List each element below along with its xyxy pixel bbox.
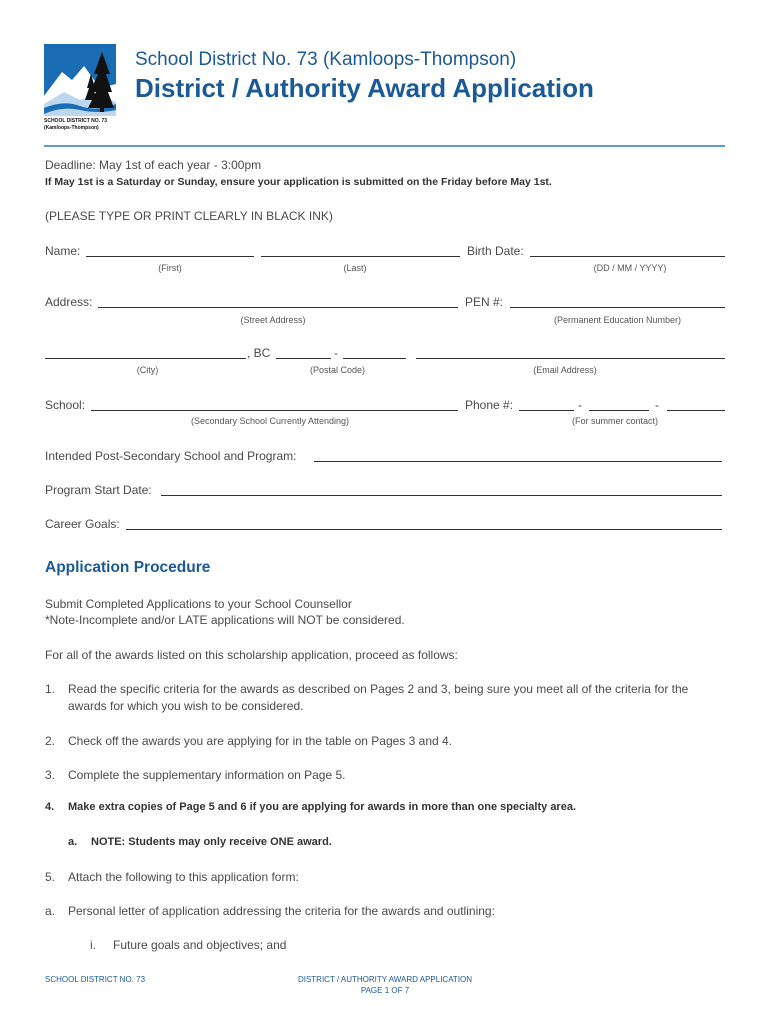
- phone-dash-1: -: [578, 398, 582, 412]
- deadline-note: If May 1st is a Saturday or Sunday, ensure your application is submitted on the Friday before May 1st.: [45, 176, 552, 188]
- first-name-field[interactable]: [86, 256, 254, 257]
- birth-date-field[interactable]: [530, 256, 725, 257]
- program-start-field[interactable]: [161, 495, 722, 496]
- postal-code-field-2[interactable]: [343, 358, 406, 359]
- print-instructions: (PLEASE TYPE OR PRINT CLEARLY IN BLACK INK): [45, 209, 333, 223]
- step-text-continued: awards for which you wish to be considered.: [68, 699, 304, 713]
- name-label: Name:: [45, 244, 81, 258]
- phone-label: Phone #:: [465, 398, 514, 412]
- page-number: PAGE 1 OF 7: [360, 986, 410, 995]
- step-text: Attach the following to this application form:: [68, 870, 299, 884]
- sub-step-letter: a.: [45, 904, 56, 918]
- intended-program-field[interactable]: [314, 461, 722, 462]
- career-goals-field[interactable]: [126, 529, 722, 530]
- one-award-note: NOTE: Students may only receive ONE award.: [91, 836, 332, 848]
- footer-title: DISTRICT / AUTHORITY AWARD APPLICATION: [297, 975, 473, 984]
- address-label: Address:: [45, 295, 93, 309]
- mountain-tree-icon: [44, 44, 116, 116]
- school-label: School:: [45, 398, 86, 412]
- pen-field[interactable]: [510, 307, 725, 308]
- step-number: 4.: [45, 801, 55, 813]
- province-label: , BC: [247, 346, 271, 360]
- step-text: Future goals and objectives; and: [113, 938, 287, 952]
- first-hint: (First): [158, 263, 182, 273]
- step-text: Complete the supplementary information on Page 5.: [68, 768, 346, 782]
- city-hint: (City): [136, 365, 159, 375]
- intended-program-label: Intended Post-Secondary School and Program:: [45, 449, 297, 463]
- phone-area-field[interactable]: [519, 410, 574, 411]
- phone-hint: (For summer contact): [571, 416, 658, 426]
- school-hint: (Secondary School Currently Attending): [190, 416, 350, 426]
- procedure-intro: For all of the awards listed on this scholarship application, proceed as follows:: [45, 648, 458, 662]
- birth-date-label: Birth Date:: [467, 244, 524, 258]
- step-text: Check off the awards you are applying for in the table on Pages 3 and 4.: [68, 734, 453, 748]
- last-hint: (Last): [343, 263, 367, 273]
- birth-date-hint: (DD / MM / YYYY): [593, 263, 667, 273]
- step-number: 5.: [45, 870, 56, 884]
- step-number: 3.: [45, 768, 56, 782]
- postal-dash: -: [334, 346, 338, 360]
- pen-label: PEN #:: [465, 295, 504, 309]
- sub-step-letter: a.: [68, 836, 78, 848]
- procedure-heading: Application Procedure: [45, 559, 211, 576]
- page-title: District / Authority Award Application: [135, 73, 594, 103]
- step-number: 1.: [45, 682, 56, 696]
- email-field[interactable]: [416, 358, 725, 359]
- district-name: School District No. 73 (Kamloops-Thompson): [135, 49, 517, 70]
- district-logo: [44, 44, 116, 116]
- email-hint: (Email Address): [533, 365, 597, 375]
- school-field[interactable]: [91, 410, 458, 411]
- street-address-field[interactable]: [98, 307, 458, 308]
- footer-district: SCHOOL DISTRICT NO. 73: [45, 975, 146, 984]
- step-text: Personal letter of application addressing the criteria for the awards and outlining:: [68, 904, 495, 918]
- logo-caption-sub: (Kamloops-Thompson): [44, 125, 99, 131]
- submit-text: Submit Completed Applications to your School Counsellor: [45, 597, 352, 611]
- postal-code-field-1[interactable]: [276, 358, 331, 359]
- postal-hint: (Postal Code): [309, 365, 366, 375]
- phone-prefix-field[interactable]: [589, 410, 649, 411]
- program-start-label: Program Start Date:: [45, 483, 152, 497]
- logo-caption: SCHOOL DISTRICT NO. 73: [44, 118, 107, 124]
- step-number: 2.: [45, 734, 56, 748]
- street-hint: (Street Address): [240, 315, 306, 325]
- city-field[interactable]: [45, 358, 246, 359]
- deadline-text: Deadline: May 1st of each year - 3:00pm: [45, 158, 262, 172]
- phone-dash-2: -: [655, 398, 659, 412]
- phone-line-field[interactable]: [667, 410, 725, 411]
- career-goals-label: Career Goals:: [45, 517, 120, 531]
- step-text-bold: Make extra copies of Page 5 and 6 if you are applying for awards in more than one specialty area.: [68, 801, 577, 813]
- late-note: *Note-Incomplete and/or LATE applications will NOT be considered.: [45, 613, 405, 627]
- pen-hint: (Permanent Education Number): [553, 315, 682, 325]
- step-text: Read the specific criteria for the awards as described on Pages 2 and 3, being sure you meet all of the criteria for the: [68, 682, 689, 696]
- header-divider: [44, 145, 725, 147]
- last-name-field[interactable]: [261, 256, 460, 257]
- sub-sub-step-numeral: i.: [90, 938, 96, 952]
